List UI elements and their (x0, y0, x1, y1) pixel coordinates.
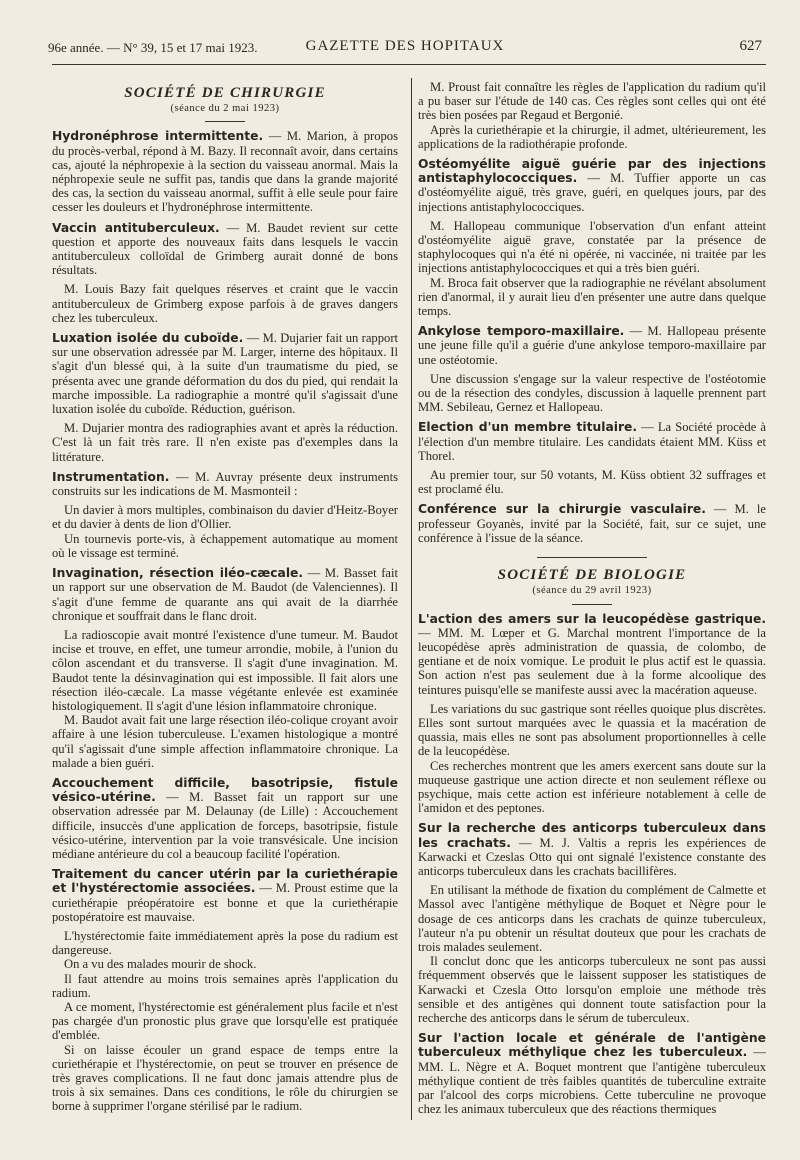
paragraph: Une discussion s'engage sur la valeur respective de l'ostéotomie ou de la résection des condyles, discussion à laquelle prennent part MM. Sebileau, Gernez et Hallopeau. (418, 371, 766, 415)
paragraph: M. Broca fait observer que la radiographie ne révélant absolument rien d'anormal, il y aurait lieu d'en présenter une autre dans quelque temps. (418, 275, 766, 319)
article-heading: Traitement du cancer utérin par la curiethérapie et l'hystérectomie associées. (52, 867, 398, 896)
article-text: — M. Marion, à propos du procès-verbal, répond à M. Bazy. Il reconnaît avoir, dans certains cas, ajouté la néphropexie à la section du vaisseau anormal. Mais la néphropexie seule ne suffit pas, tandis que dans la grande majorité des cas, la section du vaisseau anormal, suffit à elle seule pour faire cesser les douleurs et l'hydronéphrose intermittente. (52, 129, 399, 215)
article-heading: Ankylose temporo-maxillaire. (418, 324, 625, 339)
paragraph: Un tournevis porte-vis, à échappement automatique au moment où le vissage est terminé. (52, 531, 398, 560)
paragraph: Il faut attendre au moins trois semaines après l'application du radium. (52, 971, 398, 1000)
header-rule (52, 64, 766, 65)
paragraph: En utilisant la méthode de fixation du complément de Calmette et Massol avec l'antigène méthylique de Boquet et Nègre pour le dosage de ces anticorps dans les crachats de quinze tuberculeux, l'auteur n'a pu obtenir un résultat douteux que pour les crachats de trois malades seulement. (418, 883, 766, 954)
paragraph: M. Louis Bazy fait quelques réserves et craint que le vaccin antituberculeux de Grimberg expose parfois à de graves dangers chez les tuberculeux. (52, 282, 398, 325)
paragraph: L'hystérectomie faite immédiatement après la pose du radium est dangereuse. (52, 928, 398, 958)
paragraph: Il conclut donc que les anticorps tuberculeux ne sont pas aussi fréquemment observés que le laissent supposer les statistiques de Karwacki et Czesla Otto lorsqu'on emploie une méthode très sensible et des antigènes qui donnent toute satisfaction pour la recherche des anticorps dans le sérum de tuberculeux. (418, 954, 766, 1025)
article-text: — M. Proust estime que la curiethérapie préopératoire est bonne et que la curiethérapie postopératoire est mauvaise. (52, 881, 398, 924)
section-title-biologie: SOCIÉTÉ DE BIOLOGIE (497, 567, 687, 584)
article-luxation (52, 331, 398, 416)
session-date-chirurgie: (séance du 2 mai 1923) (170, 103, 280, 115)
article-text: — M. Hallopeau présente une jeune fille qu'il a guérie d'une ankylose temporo-maxillaire par une ostéotomie. (418, 324, 766, 367)
paragraph: Après la curiethérapie et la chirurgie, il admet, ultérieurement, les applications de la radiothérapie profonde. (418, 122, 766, 151)
article-heading: Election d'un membre titulaire. (418, 420, 638, 435)
article-heading: Conférence sur la chirurgie vasculaire. (418, 502, 706, 517)
session-date-biologie: (séance du 29 avril 1923) (532, 585, 652, 597)
article-amers (418, 612, 766, 697)
article-heading: Luxation isolée du cuboïde. (52, 331, 244, 346)
article-text: — MM. M. Lœper et G. Marchal montrent l'importance de la leucopédèse après administration de quassia, de colombo, de gentiane et de noix vomique. Le produit le plus actif est le quassia. Son action n'est pas seulement due à la forme alcoolique des teintures puisqu'elle se manifeste aussi avec la macération aqueuse. (418, 625, 766, 697)
article-antigene (418, 1031, 766, 1116)
paragraph: Les variations du suc gastrique sont réelles quoique plus discrètes. Elles sont surtout marquées avec le quassia et la macération de quassia, mais elles ne sont pas absolument proportionnelles à celle de la leucopédèse. (418, 701, 766, 759)
article-invagination (52, 566, 398, 623)
article-text: — M. Tuffier apporte un cas d'ostéomyélite aiguë, très grave, guéri, en quelques jours, par des injections antistaphylococciques. (418, 171, 766, 214)
paragraph: Un davier à mors multiples, combinaison du davier d'Heitz-Boyer et du davier à dents de lion d'Ollier. (52, 503, 398, 532)
article-heading: Accouchement difficile, basotripsie, fistule vésico-utérine. (52, 775, 398, 805)
article-osteomyelite (418, 157, 766, 214)
article-heading: Ostéomyélite aiguë guérie par des injections antistaphylococciques. (418, 157, 766, 186)
title-rule (572, 604, 612, 605)
left-column (52, 80, 398, 1114)
article-heading: Sur l'action locale et générale de l'antigène tuberculeux méthylique chez les tuberculeux. (418, 1031, 766, 1060)
page-number: 627 (739, 38, 762, 54)
running-header (48, 38, 762, 62)
issue-line: 96e année. — N° 39, 15 et 17 mai 1923. (48, 40, 258, 55)
article-heading: Hydronéphrose intermittente. (52, 129, 264, 144)
article-conference (418, 502, 766, 545)
column-divider (411, 78, 412, 1120)
article-hydronephrose (52, 129, 398, 214)
article-text: — M. Basset fait un rapport sur une observation adressée par M. Delaunay (de Lille) : Accouchement difficile, insuccès d'une application de forceps, basotripsie, fistule vésico-utérine, intervention par la voie transvésicale. Une incision médiane antérieure du col a beaucoup facilité l'opération. (52, 790, 398, 861)
article-text: — M. Basset fait un rapport sur une observation de M. Baudot (de Valenciennes). Il s'agit d'une femme de quarante ans qui avait de la diarrhée chronique et souffrait dans le flanc droit. (52, 566, 399, 623)
article-text: — M. Baudet revient sur cette question et apporte des nouveaux faits dans lesquels le vaccin antituberculeux colloïdal de Grimberg aurait donné de bons résultats. (52, 220, 398, 278)
paragraph: A ce moment, l'hystérectomie est généralement plus facile et n'est pas chargée d'un pronostic plus grave que lorsqu'elle est pratiquée d'emblée. (52, 999, 398, 1043)
section-title-chirurgie: SOCIÉTÉ DE CHIRURGIE (124, 85, 326, 101)
paragraph: Ces recherches montrent que les amers exercent sans doute sur la muqueuse gastrique une action directe et non seulement réflexe ou psychique, mais cette action est inférieure notablement à celle de l'amidon et des peptones. (418, 758, 766, 816)
title-rule (205, 121, 245, 122)
article-text: — La Société procède à l'élection d'un membre titulaire. Les candidats étaient MM. Küss et Thorel. (418, 420, 766, 463)
paragraph: M. Proust fait connaître les règles de l'application du radium qu'il a pu baser sur l'étude de 140 cas. Ces règles sont celles qui ont été très bien posées par Regaud et Bergonié. (418, 80, 766, 123)
article-text: — MM. L. Nègre et A. Boquet montrent que l'antigène tuberculeux méthylique contient de très faibles quantités de tuberculine extraite par l'alcool des corps microbiens. Cette tuberculine ne provoque chez les animaux tuberculeux que des réactions thermiques (418, 1045, 766, 1117)
paragraph: M. Hallopeau communique l'observation d'un enfant atteint d'ostéomyélite aiguë grave, constatée par la présence de staphylocoques qui n'a été ni opérée, ni vaccinée, ni traitée par les injections antistaphylococciques et qui a très bien guéri. (418, 218, 766, 276)
section-separator (537, 557, 647, 558)
article-heading: Instrumentation. (52, 469, 170, 484)
article-instrumentation (52, 470, 398, 498)
article-text: — M. Dujarier fait un rapport sur une observation adressée par M. Larger, interne des hôpitaux. Il s'agit d'un blessé qui, à la suite d'un traumatisme du pied, se présenta avec une grande déformation du dos du pied, qui rendait la marche impossible. La radiographie a montré qu'il s'agissait d'une luxation isolée du cuboïde. Réduction, guérison. (52, 331, 399, 417)
article-heading: Vaccin antituberculeux. (52, 220, 220, 235)
article-heading: Sur la recherche des anticorps tuberculeux dans les crachats. (418, 821, 766, 850)
right-column (418, 80, 766, 1121)
journal-title: GAZETTE DES HOPITAUX (305, 38, 505, 54)
paragraph: M. Baudot avait fait une large résection iléo-colique croyant avoir affaire à une lésion tuberculeuse. L'examen histologique a montré qu'il s'agissait d'une simple affection inflammatoire chronique. La malade a bien guéri. (52, 713, 398, 770)
paragraph: Au premier tour, sur 50 votants, M. Küss obtient 32 suffrages et est proclamé élu. (418, 468, 766, 497)
paragraph: La radioscopie avait montré l'existence d'une tumeur. M. Baudot incise et trouve, en effet, une tumeur arrondie, mobile, à l'union du côlon ascendant et du transverse. Il s'agit d'une invagination. M. Baudot tente la désinvagination qui est impossible. Il fait alors une résection iléo-cæcale. La masse végétante enlevée est examinée histologiquement. Il s'agit d'une lésion inflammatoire chronique. (52, 627, 398, 713)
article-ankylose (418, 324, 766, 367)
article-text: — M. J. Valtis a repris les expériences de Karwacki et Czeslas Otto qui ont signalé l'existence constante des anticorps tuberculeux dans les crachats bacillifères. (418, 835, 766, 878)
article-text: — M. Auvray présente deux instruments construits sur les indications de M. Masmonteil : (52, 469, 398, 499)
article-text: — M. le professeur Goyanès, invité par la Société, fait, sur ce sujet, une conférence à l'issue de la séance. (418, 502, 766, 545)
article-heading: L'action des amers sur la leucopédèse gastrique. (418, 611, 766, 626)
article-vaccin (52, 221, 398, 278)
article-accouchement (52, 776, 398, 861)
article-heading: Invagination, résection iléo-cæcale. (52, 566, 304, 581)
article-anticorps (418, 821, 766, 878)
paragraph: On a vu des malades mourir de shock. (64, 957, 257, 972)
paragraph: Si on laisse écouler un grand espace de temps entre la curiethérapie et l'hystérectomie, on peut se trouver en présence de très graves complications. Il ne faut donc jamais attendre plus de trois à six semaines. Dans ces conditions, le rôle du chirurgien se borne à supprimer l'organe stérilisé par le radium. (52, 1042, 398, 1114)
article-election (418, 420, 766, 463)
article-traitement-cancer (52, 867, 398, 924)
paragraph: M. Dujarier montra des radiographies avant et après la réduction. C'est là un fait très rare. Il n'en existe pas d'exemples dans la littérature. (52, 421, 398, 464)
